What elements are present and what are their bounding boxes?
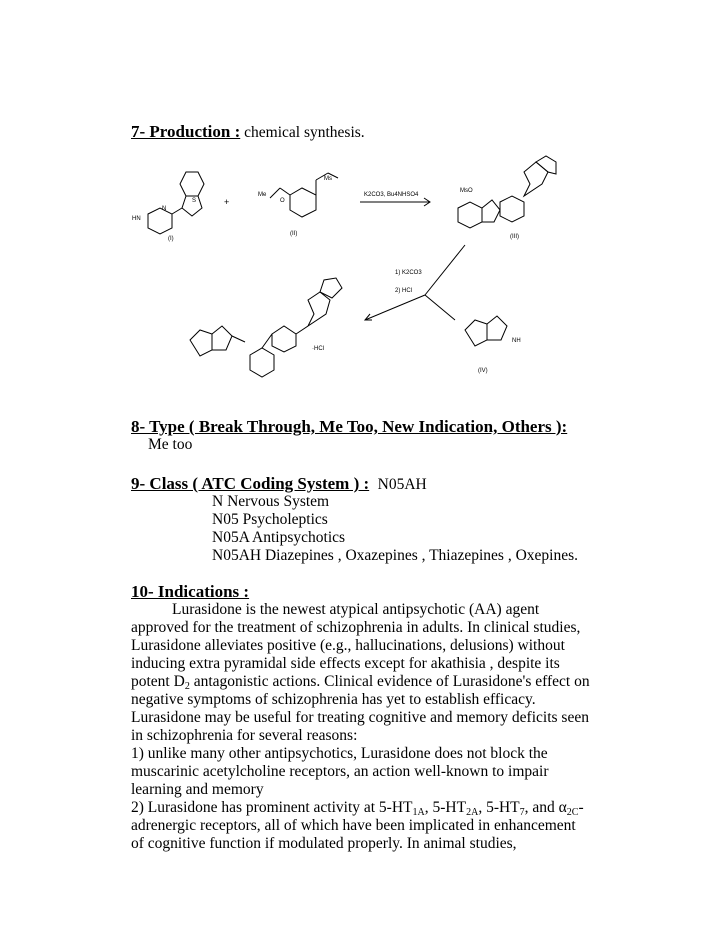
indications-line [131, 799, 584, 817]
atom-label-s: S [192, 198, 197, 204]
atom-label-hn: HN [132, 216, 141, 222]
step-2: 2) HCl [395, 288, 413, 294]
type-heading-line [131, 418, 567, 436]
compound-label-4: (IV) [478, 368, 488, 374]
text-run: potent D [131, 673, 185, 690]
indications-line: muscarinic acetylcholine receptors, an action well-known to impair [131, 763, 549, 780]
subscript: 2 [184, 681, 190, 692]
class-heading-line [131, 475, 427, 494]
production-heading: 7- Production : [131, 122, 241, 141]
class-heading: 9- Class ( ATC Coding System ) : [131, 474, 370, 493]
label-hcl: ·HCl [312, 346, 324, 352]
atom-label-n: N [162, 206, 167, 212]
indications-line [131, 673, 590, 691]
subscript: 2C [566, 807, 579, 818]
text-run: , 5-HT [478, 799, 520, 816]
reagents-1: K2CO3, Bu4NHSO4 [364, 192, 419, 198]
indications-line: 1) unlike many other antipsychotics, Lurasidone does not block the [131, 745, 548, 762]
step-1: 1) K2CO3 [395, 270, 422, 276]
class-item: N Nervous System [212, 493, 330, 510]
compound-label-1: (I) [168, 236, 174, 242]
compound-label-2: (II) [290, 231, 298, 237]
label-mso: MsO [460, 188, 473, 194]
text-run: , and α [524, 799, 567, 816]
class-item: N05AH Diazepines , Oxazepines , Thiazepines , Oxepines. [212, 547, 579, 564]
label-ms: Ms [324, 176, 332, 182]
class-code: N05AH [377, 476, 427, 493]
indications-line: Lurasidone is the newest atypical antipsychotic (AA) agent [172, 601, 540, 618]
production-value: chemical synthesis. [240, 124, 365, 141]
indications-line: approved for the treatment of schizophrenia in adults. In clinical studies, [131, 619, 581, 636]
subscript: 2A [466, 807, 479, 818]
subscript: 1A [412, 807, 425, 818]
indications-line: Lurasidone may be useful for treating cognitive and memory deficits seen [131, 709, 589, 726]
indications-line: adrenergic receptors, all of which have been implicated in enhancement [131, 817, 576, 834]
text-run: - [578, 799, 584, 816]
plus-sign: + [224, 197, 230, 207]
indications-line: negative symptoms of schizophrenia has yet to establish efficacy. [131, 691, 536, 708]
label-me: Me [258, 192, 267, 198]
compound-label-3: (III) [510, 234, 519, 240]
text-run: , 5-HT [424, 799, 467, 816]
indications-line: of cognitive function if modulated properly. In animal studies, [131, 835, 517, 852]
text-run: antagonistic actions. Clinical evidence of Lurasidone's effect on [189, 673, 590, 690]
indications-line: inducing extra pyramidal side effects except for akathisia , despite its [131, 655, 560, 672]
class-item: N05 Psycholeptics [212, 511, 328, 528]
label-o: O [280, 198, 285, 204]
indications-line: learning and memory [131, 781, 264, 798]
indications-heading: 10- Indications : [131, 582, 250, 601]
production-line [131, 123, 365, 142]
type-value: Me too [148, 436, 193, 453]
type-heading: 8- Type ( Break Through, Me Too, New Indication, Others ): [131, 417, 568, 436]
text-run: 2) Lurasidone has prominent activity at 5-HT [131, 799, 413, 816]
synthesis-scheme [120, 150, 620, 390]
indications-line: in schizophrenia for several reasons: [131, 727, 358, 744]
subscript: 7 [519, 807, 525, 818]
indications-line: Lurasidone alleviates positive (e.g., hallucinations, delusions) without [131, 637, 565, 654]
class-item: N05A Antipsychotics [212, 529, 346, 546]
indications-heading-line [131, 583, 249, 601]
label-nh: NH [512, 338, 521, 344]
